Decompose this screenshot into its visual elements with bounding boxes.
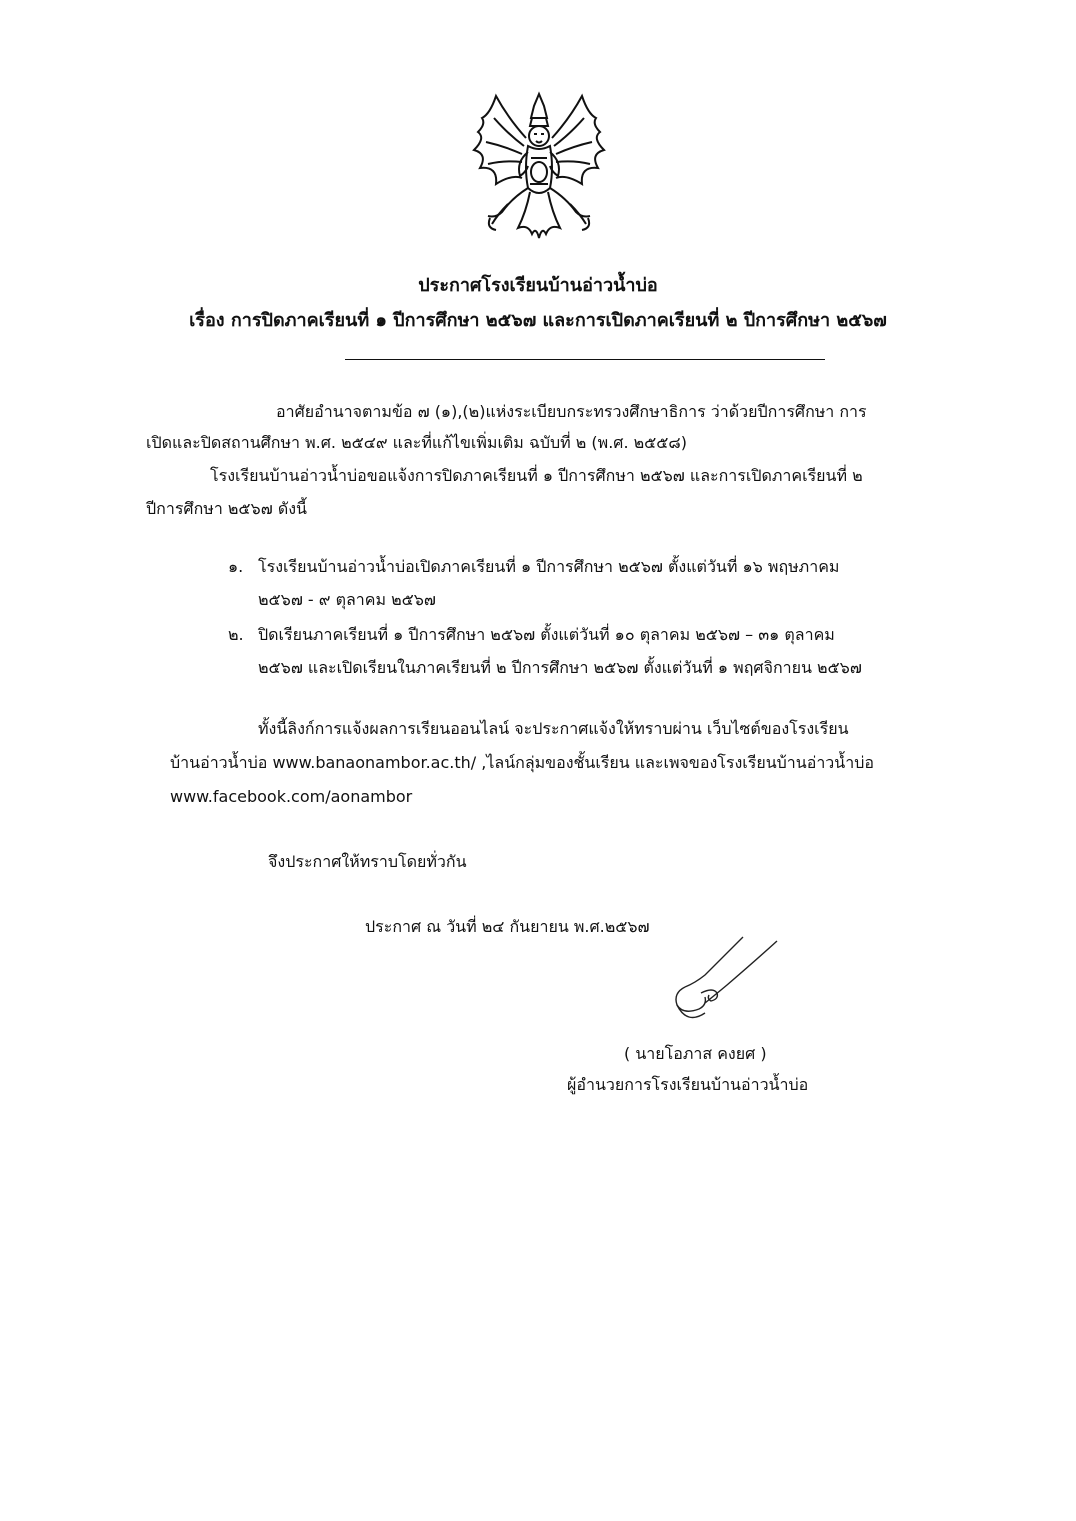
item-2-line-2: ๒๕๖๗ และเปิดเรียนในภาคเรียนที่ ๒ ปีการศึกษา ๒๕๖๗ ตั้งแต่วันที่ ๑ พฤศจิกายน ๒๕๖๗ [258, 658, 862, 677]
garuda-emblem-icon [468, 88, 610, 244]
results-line-2-suffix: ,ไลน์กลุ่มของชั้นเรียน และเพจของโรงเรียนบ้านอ่าวน้ำบ่อ [476, 753, 874, 772]
item-2-line-1: ปิดเรียนภาคเรียนที่ ๑ ปีการศึกษา ๒๕๖๗ ตั้งแต่วันที่ ๑๐ ตุลาคม ๒๕๖๗ – ๓๑ ตุลาคม [258, 625, 835, 644]
results-line-2 [170, 752, 874, 774]
notice-line-2: ปีการศึกษา ๒๕๖๗ ดังนี้ [146, 499, 307, 518]
signatory-name: ( นายโอภาส คงยศ ) [624, 1044, 767, 1063]
intro-line-1: อาศัยอำนาจตามข้อ ๗ (๑),(๒)แห่งระเบียบกระทรวงศึกษาธิการ ว่าด้วยปีการศึกษา การ [276, 402, 867, 421]
announcement-date: ประกาศ ณ วันที่ ๒๔ กันยายน พ.ศ.๒๕๖๗ [365, 917, 650, 936]
announcement-title: ประกาศโรงเรียนบ้านอ่าวน้ำบ่อ [418, 275, 658, 296]
closing-statement: จึงประกาศให้ทราบโดยทั่วกัน [268, 852, 467, 871]
facebook-link[interactable] [170, 786, 412, 808]
intro-line-2: เปิดและปิดสถานศึกษา พ.ศ. ๒๕๔๙ และที่แก้ไขเพิ่มเติม ฉบับที่ ๒ (พ.ศ. ๒๕๕๘) [146, 433, 687, 452]
item-1-line-2: ๒๕๖๗ - ๙ ตุลาคม ๒๕๖๗ [258, 590, 436, 609]
item-2-number: ๒. [228, 625, 244, 644]
results-line-2-prefix: บ้านอ่าวน้ำบ่อ [170, 753, 273, 772]
handwritten-signature [665, 935, 790, 1035]
facebook-link-text[interactable]: www.facebook.com/aonambor [170, 787, 413, 806]
item-1-number: ๑. [228, 557, 244, 576]
results-line-1: ทั้งนี้ลิงก์การแจ้งผลการเรียนออนไลน์ จะประกาศแจ้งให้ทราบผ่าน เว็บไซต์ของโรงเรียน [258, 719, 849, 738]
item-1-line-1: โรงเรียนบ้านอ่าวน้ำบ่อเปิดภาคเรียนที่ ๑ ปีการศึกษา ๒๕๖๗ ตั้งแต่วันที่ ๑๖ พฤษภาคม [258, 557, 840, 576]
notice-line-1: โรงเรียนบ้านอ่าวน้ำบ่อขอแจ้งการปิดภาคเรียนที่ ๑ ปีการศึกษา ๒๕๖๗ และการเปิดภาคเรียนที่ ๒ [210, 466, 863, 485]
school-website-link[interactable]: www.banaonambor.ac.th/ [272, 753, 477, 772]
announcement-subject: เรื่อง การปิดภาคเรียนที่ ๑ ปีการศึกษา ๒๕๖๗ และการเปิดภาคเรียนที่ ๒ ปีการศึกษา ๒๕๖๗ [189, 310, 887, 331]
title-divider [345, 359, 825, 360]
signatory-position: ผู้อำนวยการโรงเรียนบ้านอ่าวน้ำบ่อ [567, 1075, 809, 1094]
